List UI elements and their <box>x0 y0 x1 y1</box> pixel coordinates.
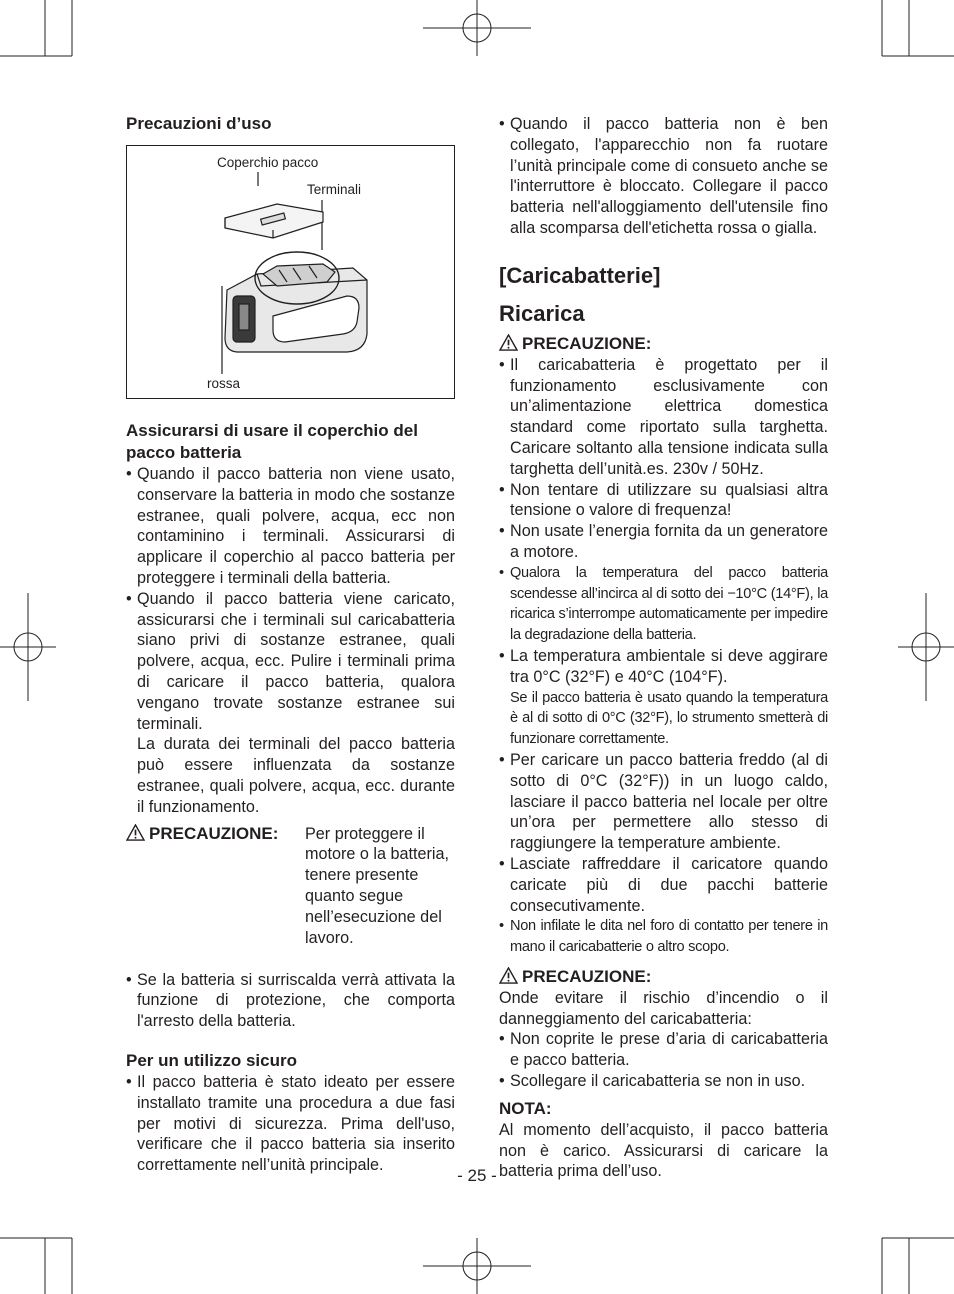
caution-left-title <box>126 824 278 845</box>
battery-figure <box>126 145 455 399</box>
right-column <box>499 114 828 1182</box>
label-terminals: Terminali <box>307 182 362 197</box>
bullet-sicuro: • Il pacco batteria è stato ideato per essere installato tramite una procedura a due fasi per motivi di sicurezza. Prima dell'uso, verificare che il pacco batteria sia inserito correttamente nell’unità principale. <box>126 1072 455 1176</box>
nota-label: NOTA: <box>499 1098 552 1118</box>
para-durata: La durata dei terminali del pacco batteria può essere influenzata da sostanze estranee, quali polvere, acqua, ecc. durante il funzionamento. <box>137 735 455 816</box>
page-number: - 25 - <box>457 1166 497 1185</box>
caution-left-text: Per proteggere il motore o la batteria, tenere presente quanto segue nell’esecuzione del lavoro. <box>305 824 449 947</box>
warning-icon <box>499 967 518 984</box>
caution-left <box>126 824 455 970</box>
heading-caricabatterie: [Caricabatterie] <box>499 262 661 288</box>
heading-sicuro: Per un utilizzo sicuro <box>126 1050 297 1070</box>
caution-left-label: PRECAUZIONE: <box>149 823 279 843</box>
left-column-body <box>126 420 455 1176</box>
caution1-item-8: • Non infilate le dita nel foro di contatto per tenere in mano il caricabatterie o altro scopo. <box>499 916 828 958</box>
caution2-item-2: • Scollegare il caricabatteria se non in uso. <box>499 1071 828 1092</box>
label-cover: Coperchio pacco <box>217 155 319 170</box>
caution1-item-7: • Lasciate raffreddare il caricatore quando caricate più di due pacchi batterie consecutivamente. <box>499 854 828 916</box>
caution2-title <box>499 966 828 988</box>
label-red: rossa <box>207 376 241 391</box>
battery-illustration <box>127 146 454 398</box>
heading-coperchio: Assicurarsi di usare il coperchio del pacco batteria <box>126 421 418 462</box>
heading-ricarica: Ricarica <box>499 300 585 326</box>
bullet-coperchio-2: • Quando il pacco batteria viene caricato, assicurarsi che i terminali sul caricabatteria siano privi di sostanze estranee, quali polvere, acqua, ecc. Pulire i terminali prima di caricare il pacco batteria, qualora vengano trovate sostanze estranee sui terminali. <box>126 589 455 735</box>
warning-icon <box>126 824 145 841</box>
caution1-title <box>499 333 828 355</box>
caution1-item-6: • Per caricare un pacco batteria freddo (al di sotto di 0°C (32°F)) in un luogo caldo, lasciare il pacco batteria nel locale per oltre un’ora per permettere allo stesso di raggiungere la temperature ambiente. <box>499 750 828 854</box>
caution1-item-4: • Qualora la temperatura del pacco batteria scendesse all’incirca al di sotto dei −10°C (14°F), la ricarica s’interrompe automaticamente per impedire la degradazione della batteria. <box>499 563 828 646</box>
caution1-label: PRECAUZIONE: <box>522 333 652 353</box>
bullet-coperchio-1: • Quando il pacco batteria non viene usato, conservare la batteria in modo che sostanze estranee, quali polvere, acqua, ecc non contaminino i terminali. Assicurarsi di applicare il coperchio al pacco batteria per proteggere i terminali della batteria. <box>126 464 455 589</box>
caution1-item-1: • Il caricabatteria è progettato per il funzionamento esclusivamente con un’alimentazione elettrica domestica standard come riportato sulla targhetta. Caricare soltanto alla tensione indicata sulla targhetta dell’unità.es. 230v / 50Hz. <box>499 355 828 480</box>
left-column <box>126 113 455 135</box>
warning-icon <box>499 334 518 351</box>
caution1-item-3: • Non usate l’energia fornita da un generatore a motore. <box>499 521 828 563</box>
caution2-item-1: • Non coprite le prese d’aria di caricabatteria e pacco batteria. <box>499 1029 828 1071</box>
nota-text: Al momento dell’acquisto, il pacco batteria non è carico. Assicurarsi di caricare la batteria prima dell’uso. <box>499 1120 828 1181</box>
caution2-intro: Onde evitare il rischio d’incendio o il danneggiamento del caricabatteria: <box>499 988 828 1028</box>
note-zero: Se il pacco batteria è usato quando la temperatura è al di sotto di 0°C (32°F), lo strumento smetterà di funzionare correttamente. <box>510 689 828 748</box>
caution1-item-5: • La temperatura ambientale si deve aggirare tra 0°C (32°F) e 40°C (104°F). <box>499 646 828 688</box>
caution1-item-2: • Non tentare di utilizzare su qualsiasi altra tensione o valore di frequenza! <box>499 480 828 522</box>
bullet-surriscalda: • Se la batteria si surriscalda verrà attivata la funzione di protezione, che comporta l'arresto della batteria. <box>126 970 455 1032</box>
heading-precauzioni-uso: Precauzioni d’uso <box>126 114 272 133</box>
caution2-label: PRECAUZIONE: <box>522 966 652 986</box>
bullet-collegato: • Quando il pacco batteria non è ben collegato, l'apparecchio non fa ruotare l’unità principale come di consueto anche se l'interruttore è bloccato. Collegare il pacco batteria nell'alloggiamento dell'utensile fino alla scomparsa dell'etichetta rossa o gialla. <box>499 114 828 239</box>
